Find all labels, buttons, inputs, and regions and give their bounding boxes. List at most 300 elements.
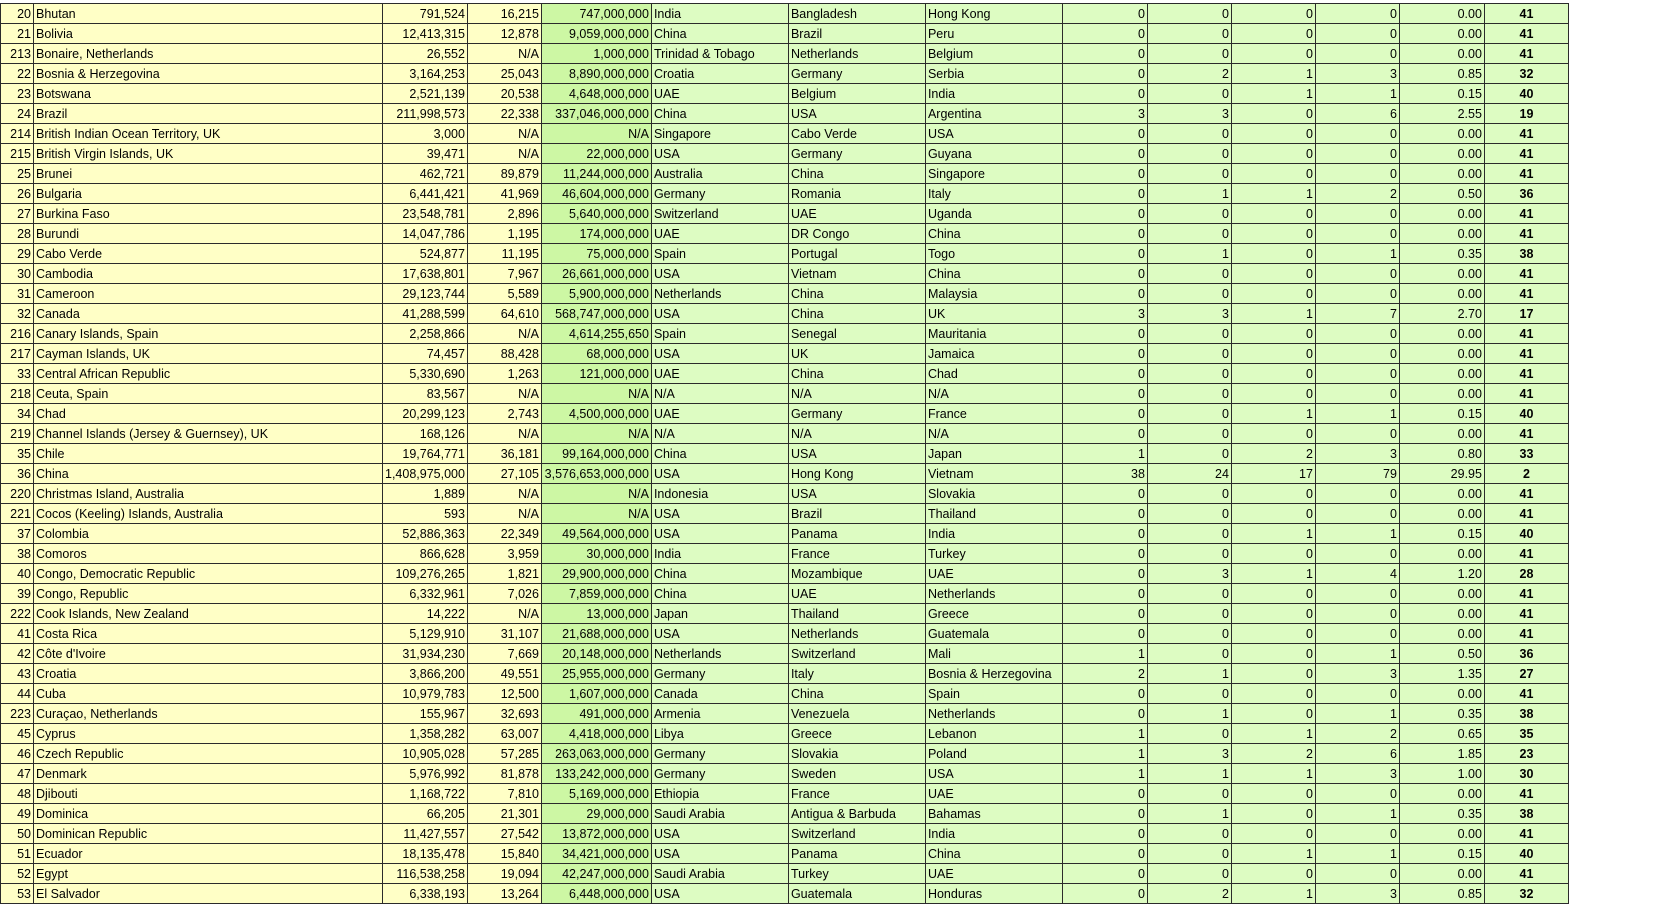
partner-3-cell[interactable]: UAE <box>925 784 1062 804</box>
gdp-per-capita-cell[interactable]: 11,195 <box>467 244 541 264</box>
rank-cell[interactable]: 45 <box>1 724 34 744</box>
partner-1-cell[interactable]: Trinidad & Tobago <box>651 44 788 64</box>
final-rank-cell[interactable]: 40 <box>1484 84 1568 104</box>
score-cell[interactable]: 1.85 <box>1399 744 1484 764</box>
count-2-cell[interactable]: 0 <box>1147 644 1231 664</box>
partner-2-cell[interactable]: Germany <box>788 404 925 424</box>
country-cell[interactable]: Chad <box>34 404 383 424</box>
partner-1-cell[interactable]: Germany <box>651 764 788 784</box>
partner-2-cell[interactable]: N/A <box>788 384 925 404</box>
partner-1-cell[interactable]: UAE <box>651 364 788 384</box>
final-rank-cell[interactable]: 41 <box>1484 44 1568 64</box>
partner-3-cell[interactable]: Honduras <box>925 884 1062 904</box>
final-rank-cell[interactable]: 41 <box>1484 824 1568 844</box>
count-1-cell[interactable]: 0 <box>1062 524 1147 544</box>
total-cell[interactable]: 0 <box>1315 864 1399 884</box>
population-cell[interactable]: 52,886,363 <box>383 524 468 544</box>
table-row[interactable] <box>1 864 1569 884</box>
total-cell[interactable]: 0 <box>1315 784 1399 804</box>
count-3-cell[interactable]: 0 <box>1231 24 1315 44</box>
partner-1-cell[interactable]: Switzerland <box>651 204 788 224</box>
rank-cell[interactable]: 220 <box>1 484 34 504</box>
partner-1-cell[interactable]: Canada <box>651 684 788 704</box>
partner-2-cell[interactable]: Senegal <box>788 324 925 344</box>
score-cell[interactable]: 0.00 <box>1399 324 1484 344</box>
final-rank-cell[interactable]: 36 <box>1484 644 1568 664</box>
rank-cell[interactable]: 52 <box>1 864 34 884</box>
total-cell[interactable]: 2 <box>1315 184 1399 204</box>
score-cell[interactable]: 0.15 <box>1399 844 1484 864</box>
rank-cell[interactable]: 223 <box>1 704 34 724</box>
count-1-cell[interactable]: 38 <box>1062 464 1147 484</box>
gdp-per-capita-cell[interactable]: 63,007 <box>467 724 541 744</box>
total-cell[interactable]: 0 <box>1315 164 1399 184</box>
country-cell[interactable]: Central African Republic <box>34 364 383 384</box>
gdp-per-capita-cell[interactable]: N/A <box>467 604 541 624</box>
final-rank-cell[interactable]: 40 <box>1484 404 1568 424</box>
rank-cell[interactable]: 29 <box>1 244 34 264</box>
table-row[interactable] <box>1 804 1569 824</box>
partner-2-cell[interactable]: USA <box>788 444 925 464</box>
population-cell[interactable]: 20,299,123 <box>383 404 468 424</box>
table-row[interactable] <box>1 304 1569 324</box>
partner-1-cell[interactable]: Spain <box>651 244 788 264</box>
population-cell[interactable]: 155,967 <box>383 704 468 724</box>
population-cell[interactable]: 14,047,786 <box>383 224 468 244</box>
partner-2-cell[interactable]: Germany <box>788 64 925 84</box>
rank-cell[interactable]: 28 <box>1 224 34 244</box>
partner-1-cell[interactable]: N/A <box>651 384 788 404</box>
gdp-per-capita-cell[interactable]: 12,500 <box>467 684 541 704</box>
table-row[interactable] <box>1 524 1569 544</box>
final-rank-cell[interactable]: 38 <box>1484 804 1568 824</box>
country-cell[interactable]: Christmas Island, Australia <box>34 484 383 504</box>
gdp-per-capita-cell[interactable]: 19,094 <box>467 864 541 884</box>
count-1-cell[interactable]: 0 <box>1062 824 1147 844</box>
gdp-per-capita-cell[interactable]: N/A <box>467 44 541 64</box>
rank-cell[interactable]: 41 <box>1 624 34 644</box>
population-cell[interactable]: 462,721 <box>383 164 468 184</box>
country-cell[interactable]: Dominican Republic <box>34 824 383 844</box>
partner-3-cell[interactable]: Netherlands <box>925 584 1062 604</box>
total-cell[interactable]: 3 <box>1315 444 1399 464</box>
table-row[interactable] <box>1 224 1569 244</box>
rank-cell[interactable]: 34 <box>1 404 34 424</box>
gdp-per-capita-cell[interactable]: 2,896 <box>467 204 541 224</box>
partner-2-cell[interactable]: China <box>788 364 925 384</box>
final-rank-cell[interactable]: 40 <box>1484 524 1568 544</box>
partner-1-cell[interactable]: India <box>651 544 788 564</box>
total-cell[interactable]: 3 <box>1315 764 1399 784</box>
count-2-cell[interactable]: 0 <box>1147 824 1231 844</box>
count-2-cell[interactable]: 1 <box>1147 244 1231 264</box>
total-cell[interactable]: 0 <box>1315 824 1399 844</box>
total-cell[interactable]: 1 <box>1315 524 1399 544</box>
population-cell[interactable]: 524,877 <box>383 244 468 264</box>
country-cell[interactable]: Cabo Verde <box>34 244 383 264</box>
exports-cell[interactable]: 568,747,000,000 <box>541 304 651 324</box>
partner-3-cell[interactable]: Mali <box>925 644 1062 664</box>
partner-3-cell[interactable]: Lebanon <box>925 724 1062 744</box>
rank-cell[interactable]: 218 <box>1 384 34 404</box>
final-rank-cell[interactable]: 41 <box>1484 4 1568 24</box>
country-cell[interactable]: China <box>34 464 383 484</box>
exports-cell[interactable]: N/A <box>541 504 651 524</box>
partner-2-cell[interactable]: Netherlands <box>788 624 925 644</box>
count-3-cell[interactable]: 0 <box>1231 504 1315 524</box>
total-cell[interactable]: 0 <box>1315 284 1399 304</box>
country-cell[interactable]: Cocos (Keeling) Islands, Australia <box>34 504 383 524</box>
exports-cell[interactable]: 133,242,000,000 <box>541 764 651 784</box>
total-cell[interactable]: 1 <box>1315 404 1399 424</box>
rank-cell[interactable]: 216 <box>1 324 34 344</box>
table-row[interactable] <box>1 124 1569 144</box>
partner-1-cell[interactable]: Singapore <box>651 124 788 144</box>
table-row[interactable] <box>1 844 1569 864</box>
table-row[interactable] <box>1 624 1569 644</box>
count-2-cell[interactable]: 3 <box>1147 104 1231 124</box>
partner-2-cell[interactable]: UAE <box>788 204 925 224</box>
score-cell[interactable]: 0.80 <box>1399 444 1484 464</box>
score-cell[interactable]: 0.00 <box>1399 684 1484 704</box>
country-cell[interactable]: Bonaire, Netherlands <box>34 44 383 64</box>
population-cell[interactable]: 791,524 <box>383 4 468 24</box>
total-cell[interactable]: 0 <box>1315 224 1399 244</box>
count-3-cell[interactable]: 17 <box>1231 464 1315 484</box>
score-cell[interactable]: 0.50 <box>1399 184 1484 204</box>
total-cell[interactable]: 6 <box>1315 104 1399 124</box>
count-1-cell[interactable]: 0 <box>1062 564 1147 584</box>
partner-1-cell[interactable]: Germany <box>651 184 788 204</box>
partner-2-cell[interactable]: Brazil <box>788 504 925 524</box>
country-cell[interactable]: Curaçao, Netherlands <box>34 704 383 724</box>
gdp-per-capita-cell[interactable]: 81,878 <box>467 764 541 784</box>
table-row[interactable] <box>1 264 1569 284</box>
final-rank-cell[interactable]: 30 <box>1484 764 1568 784</box>
total-cell[interactable]: 0 <box>1315 604 1399 624</box>
exports-cell[interactable]: 21,688,000,000 <box>541 624 651 644</box>
partner-2-cell[interactable]: Mozambique <box>788 564 925 584</box>
population-cell[interactable]: 14,222 <box>383 604 468 624</box>
exports-cell[interactable]: 13,872,000,000 <box>541 824 651 844</box>
count-3-cell[interactable]: 1 <box>1231 884 1315 904</box>
rank-cell[interactable]: 38 <box>1 544 34 564</box>
country-cell[interactable]: Cambodia <box>34 264 383 284</box>
partner-3-cell[interactable]: France <box>925 404 1062 424</box>
exports-cell[interactable]: 9,059,000,000 <box>541 24 651 44</box>
country-cell[interactable]: Ceuta, Spain <box>34 384 383 404</box>
score-cell[interactable]: 0.35 <box>1399 704 1484 724</box>
table-row[interactable] <box>1 544 1569 564</box>
exports-cell[interactable]: 747,000,000 <box>541 4 651 24</box>
count-2-cell[interactable]: 0 <box>1147 604 1231 624</box>
count-2-cell[interactable]: 0 <box>1147 724 1231 744</box>
final-rank-cell[interactable]: 41 <box>1484 364 1568 384</box>
exports-cell[interactable]: 7,859,000,000 <box>541 584 651 604</box>
table-row[interactable] <box>1 204 1569 224</box>
partner-3-cell[interactable]: Bahamas <box>925 804 1062 824</box>
partner-2-cell[interactable]: Germany <box>788 144 925 164</box>
exports-cell[interactable]: 30,000,000 <box>541 544 651 564</box>
final-rank-cell[interactable]: 36 <box>1484 184 1568 204</box>
exports-cell[interactable]: 4,614,255,650 <box>541 324 651 344</box>
score-cell[interactable]: 1.20 <box>1399 564 1484 584</box>
score-cell[interactable]: 2.70 <box>1399 304 1484 324</box>
exports-cell[interactable]: 4,418,000,000 <box>541 724 651 744</box>
partner-2-cell[interactable]: China <box>788 304 925 324</box>
gdp-per-capita-cell[interactable]: 5,589 <box>467 284 541 304</box>
count-2-cell[interactable]: 0 <box>1147 364 1231 384</box>
rank-cell[interactable]: 20 <box>1 4 34 24</box>
partner-1-cell[interactable]: Armenia <box>651 704 788 724</box>
count-3-cell[interactable]: 0 <box>1231 604 1315 624</box>
count-3-cell[interactable]: 0 <box>1231 124 1315 144</box>
country-cell[interactable]: Brazil <box>34 104 383 124</box>
rank-cell[interactable]: 36 <box>1 464 34 484</box>
partner-2-cell[interactable]: Thailand <box>788 604 925 624</box>
gdp-per-capita-cell[interactable]: N/A <box>467 424 541 444</box>
country-cell[interactable]: Canary Islands, Spain <box>34 324 383 344</box>
partner-2-cell[interactable]: Greece <box>788 724 925 744</box>
partner-3-cell[interactable]: Italy <box>925 184 1062 204</box>
table-row[interactable] <box>1 24 1569 44</box>
total-cell[interactable]: 0 <box>1315 364 1399 384</box>
exports-cell[interactable]: 174,000,000 <box>541 224 651 244</box>
table-row[interactable] <box>1 184 1569 204</box>
rank-cell[interactable]: 222 <box>1 604 34 624</box>
score-cell[interactable]: 0.15 <box>1399 84 1484 104</box>
final-rank-cell[interactable]: 41 <box>1484 144 1568 164</box>
table-row[interactable] <box>1 664 1569 684</box>
final-rank-cell[interactable]: 41 <box>1484 504 1568 524</box>
count-3-cell[interactable]: 0 <box>1231 284 1315 304</box>
total-cell[interactable]: 1 <box>1315 844 1399 864</box>
partner-1-cell[interactable]: Netherlands <box>651 644 788 664</box>
partner-2-cell[interactable]: Vietnam <box>788 264 925 284</box>
final-rank-cell[interactable]: 27 <box>1484 664 1568 684</box>
score-cell[interactable]: 0.00 <box>1399 484 1484 504</box>
count-1-cell[interactable]: 0 <box>1062 624 1147 644</box>
partner-3-cell[interactable]: Thailand <box>925 504 1062 524</box>
partner-3-cell[interactable]: Chad <box>925 364 1062 384</box>
count-2-cell[interactable]: 0 <box>1147 284 1231 304</box>
population-cell[interactable]: 593 <box>383 504 468 524</box>
rank-cell[interactable]: 46 <box>1 744 34 764</box>
count-1-cell[interactable]: 0 <box>1062 604 1147 624</box>
country-cell[interactable]: Denmark <box>34 764 383 784</box>
count-3-cell[interactable]: 1 <box>1231 184 1315 204</box>
score-cell[interactable]: 0.65 <box>1399 724 1484 744</box>
count-2-cell[interactable]: 1 <box>1147 764 1231 784</box>
count-1-cell[interactable]: 1 <box>1062 744 1147 764</box>
final-rank-cell[interactable]: 41 <box>1484 384 1568 404</box>
table-row[interactable] <box>1 584 1569 604</box>
gdp-per-capita-cell[interactable]: 2,743 <box>467 404 541 424</box>
partner-2-cell[interactable]: Sweden <box>788 764 925 784</box>
count-2-cell[interactable]: 0 <box>1147 204 1231 224</box>
count-1-cell[interactable]: 0 <box>1062 544 1147 564</box>
partner-1-cell[interactable]: China <box>651 104 788 124</box>
partner-1-cell[interactable]: China <box>651 24 788 44</box>
count-2-cell[interactable]: 0 <box>1147 164 1231 184</box>
partner-1-cell[interactable]: UAE <box>651 224 788 244</box>
final-rank-cell[interactable]: 40 <box>1484 844 1568 864</box>
score-cell[interactable]: 0.00 <box>1399 624 1484 644</box>
total-cell[interactable]: 1 <box>1315 804 1399 824</box>
partner-2-cell[interactable]: N/A <box>788 424 925 444</box>
rank-cell[interactable]: 35 <box>1 444 34 464</box>
table-row[interactable] <box>1 704 1569 724</box>
score-cell[interactable]: 0.00 <box>1399 224 1484 244</box>
partner-3-cell[interactable]: UAE <box>925 864 1062 884</box>
partner-1-cell[interactable]: USA <box>651 844 788 864</box>
partner-2-cell[interactable]: DR Congo <box>788 224 925 244</box>
table-row[interactable] <box>1 464 1569 484</box>
exports-cell[interactable]: 8,890,000,000 <box>541 64 651 84</box>
count-1-cell[interactable]: 0 <box>1062 224 1147 244</box>
partner-1-cell[interactable]: Germany <box>651 664 788 684</box>
population-cell[interactable]: 23,548,781 <box>383 204 468 224</box>
exports-cell[interactable]: 68,000,000 <box>541 344 651 364</box>
population-cell[interactable]: 6,441,421 <box>383 184 468 204</box>
count-2-cell[interactable]: 2 <box>1147 64 1231 84</box>
count-2-cell[interactable]: 1 <box>1147 704 1231 724</box>
partner-2-cell[interactable]: Cabo Verde <box>788 124 925 144</box>
count-3-cell[interactable]: 0 <box>1231 224 1315 244</box>
count-2-cell[interactable]: 0 <box>1147 84 1231 104</box>
gdp-per-capita-cell[interactable]: N/A <box>467 124 541 144</box>
partner-2-cell[interactable]: Hong Kong <box>788 464 925 484</box>
count-1-cell[interactable]: 0 <box>1062 84 1147 104</box>
table-row[interactable] <box>1 484 1569 504</box>
rank-cell[interactable]: 31 <box>1 284 34 304</box>
table-row[interactable] <box>1 384 1569 404</box>
count-3-cell[interactable]: 0 <box>1231 684 1315 704</box>
gdp-per-capita-cell[interactable]: 3,959 <box>467 544 541 564</box>
gdp-per-capita-cell[interactable]: 36,181 <box>467 444 541 464</box>
count-3-cell[interactable]: 1 <box>1231 724 1315 744</box>
count-1-cell[interactable]: 0 <box>1062 144 1147 164</box>
final-rank-cell[interactable]: 41 <box>1484 224 1568 244</box>
partner-1-cell[interactable]: Indonesia <box>651 484 788 504</box>
count-3-cell[interactable]: 0 <box>1231 104 1315 124</box>
total-cell[interactable]: 0 <box>1315 204 1399 224</box>
population-cell[interactable]: 19,764,771 <box>383 444 468 464</box>
final-rank-cell[interactable]: 41 <box>1484 604 1568 624</box>
total-cell[interactable]: 0 <box>1315 684 1399 704</box>
gdp-per-capita-cell[interactable]: 1,821 <box>467 564 541 584</box>
gdp-per-capita-cell[interactable]: 7,967 <box>467 264 541 284</box>
rank-cell[interactable]: 219 <box>1 424 34 444</box>
partner-3-cell[interactable]: Turkey <box>925 544 1062 564</box>
count-3-cell[interactable]: 0 <box>1231 804 1315 824</box>
gdp-per-capita-cell[interactable]: 22,349 <box>467 524 541 544</box>
table-row[interactable] <box>1 4 1569 24</box>
count-2-cell[interactable]: 0 <box>1147 844 1231 864</box>
partner-3-cell[interactable]: USA <box>925 124 1062 144</box>
gdp-per-capita-cell[interactable]: 12,878 <box>467 24 541 44</box>
score-cell[interactable]: 0.00 <box>1399 544 1484 564</box>
final-rank-cell[interactable]: 41 <box>1484 484 1568 504</box>
count-3-cell[interactable]: 0 <box>1231 624 1315 644</box>
total-cell[interactable]: 0 <box>1315 264 1399 284</box>
final-rank-cell[interactable]: 35 <box>1484 724 1568 744</box>
table-row[interactable] <box>1 744 1569 764</box>
total-cell[interactable]: 4 <box>1315 564 1399 584</box>
partner-1-cell[interactable]: USA <box>651 624 788 644</box>
population-cell[interactable]: 10,979,783 <box>383 684 468 704</box>
gdp-per-capita-cell[interactable]: 7,810 <box>467 784 541 804</box>
partner-1-cell[interactable]: Croatia <box>651 64 788 84</box>
count-2-cell[interactable]: 0 <box>1147 344 1231 364</box>
rank-cell[interactable]: 213 <box>1 44 34 64</box>
total-cell[interactable]: 0 <box>1315 484 1399 504</box>
count-3-cell[interactable]: 0 <box>1231 324 1315 344</box>
exports-cell[interactable]: 1,000,000 <box>541 44 651 64</box>
table-row[interactable] <box>1 764 1569 784</box>
partner-3-cell[interactable]: China <box>925 224 1062 244</box>
country-cell[interactable]: British Virgin Islands, UK <box>34 144 383 164</box>
final-rank-cell[interactable]: 41 <box>1484 204 1568 224</box>
table-row[interactable] <box>1 604 1569 624</box>
count-1-cell[interactable]: 0 <box>1062 484 1147 504</box>
population-cell[interactable]: 66,205 <box>383 804 468 824</box>
final-rank-cell[interactable]: 41 <box>1484 584 1568 604</box>
count-3-cell[interactable]: 0 <box>1231 44 1315 64</box>
final-rank-cell[interactable]: 41 <box>1484 784 1568 804</box>
country-cell[interactable]: Dominica <box>34 804 383 824</box>
total-cell[interactable]: 0 <box>1315 324 1399 344</box>
total-cell[interactable]: 2 <box>1315 724 1399 744</box>
count-3-cell[interactable]: 0 <box>1231 704 1315 724</box>
partner-3-cell[interactable]: China <box>925 264 1062 284</box>
count-1-cell[interactable]: 1 <box>1062 644 1147 664</box>
score-cell[interactable]: 0.00 <box>1399 864 1484 884</box>
count-1-cell[interactable]: 0 <box>1062 344 1147 364</box>
partner-3-cell[interactable]: Greece <box>925 604 1062 624</box>
partner-2-cell[interactable]: Bangladesh <box>788 4 925 24</box>
count-2-cell[interactable]: 0 <box>1147 404 1231 424</box>
rank-cell[interactable]: 215 <box>1 144 34 164</box>
exports-cell[interactable]: 42,247,000,000 <box>541 864 651 884</box>
total-cell[interactable]: 0 <box>1315 4 1399 24</box>
partner-2-cell[interactable]: UAE <box>788 584 925 604</box>
rank-cell[interactable]: 37 <box>1 524 34 544</box>
count-2-cell[interactable]: 1 <box>1147 184 1231 204</box>
exports-cell[interactable]: 121,000,000 <box>541 364 651 384</box>
score-cell[interactable]: 0.50 <box>1399 644 1484 664</box>
partner-3-cell[interactable]: Peru <box>925 24 1062 44</box>
count-1-cell[interactable]: 0 <box>1062 164 1147 184</box>
count-2-cell[interactable]: 3 <box>1147 564 1231 584</box>
partner-3-cell[interactable]: Belgium <box>925 44 1062 64</box>
count-3-cell[interactable]: 1 <box>1231 844 1315 864</box>
partner-3-cell[interactable]: N/A <box>925 424 1062 444</box>
partner-1-cell[interactable]: USA <box>651 304 788 324</box>
rank-cell[interactable]: 50 <box>1 824 34 844</box>
exports-cell[interactable]: 3,576,653,000,000 <box>541 464 651 484</box>
count-2-cell[interactable]: 0 <box>1147 384 1231 404</box>
count-1-cell[interactable]: 1 <box>1062 764 1147 784</box>
count-3-cell[interactable]: 0 <box>1231 664 1315 684</box>
final-rank-cell[interactable]: 41 <box>1484 864 1568 884</box>
table-row[interactable] <box>1 824 1569 844</box>
count-1-cell[interactable]: 0 <box>1062 124 1147 144</box>
partner-1-cell[interactable]: USA <box>651 504 788 524</box>
partner-1-cell[interactable]: N/A <box>651 424 788 444</box>
score-cell[interactable]: 0.00 <box>1399 44 1484 64</box>
partner-2-cell[interactable]: Belgium <box>788 84 925 104</box>
